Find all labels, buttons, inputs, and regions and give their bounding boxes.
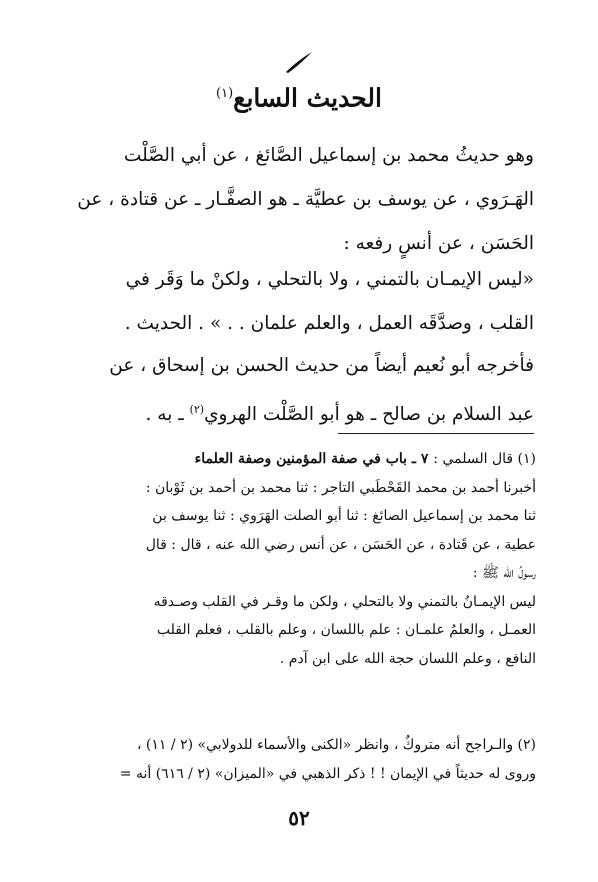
footnote-line: (٢) والـراجح أنه متروكٌ ، وانظر «الكنى والأسماء للدولابي» (٢ / ١١) ،: [136, 737, 536, 753]
ornament-icon: [282, 48, 316, 76]
footnote-2: [52, 731, 536, 788]
footnote-heading: [52, 445, 536, 474]
footnote-divider: [338, 433, 534, 434]
paragraph-line: [76, 388, 534, 437]
footnote-1: [52, 445, 536, 673]
footnote-line: رسولُ الله ﷺ :: [472, 565, 536, 581]
title-text: الحديث السابع: [233, 83, 382, 113]
footnote-line: العمـل ، والعلمُ علمـان : علم باللسان ، وعلم بالقلب ، فعلم القلب: [156, 622, 536, 638]
paragraph-line: الهَـرَوي ، عن يوسف بن عطيَّة ـ هو الصفَّـار ـ عن قتادة ، عن: [77, 189, 534, 210]
footnote-heading-prefix: (١) قال السلمي :: [433, 451, 536, 467]
footnote-line: أخبرنا أحمد بن محمد القَحْطَبي التاجر : ثنا محمد بن أحمد بن ثَوْبان :: [145, 479, 536, 496]
paragraph-line-text: عبد السلام بن صالح ـ هو أبو الصَّلْت الهروي: [204, 404, 534, 426]
footnote-line: ثنا محمد بن إسماعيل الصائغ : ثنا أبو الصلت الهَرَوي : ثنا يوسف بن: [152, 508, 536, 524]
paragraph-line-end: ـ به .: [145, 404, 190, 426]
footnote-line: ليس الإيمـانُ بالتمني ولا بالتحلي ، ولكن ما وقـر في القلب وصـدقه: [153, 593, 536, 610]
footnote-heading-bold: ٧ ـ باب في صفة المؤمنين وصفة العلماء: [194, 451, 434, 467]
page-number: ٥٢: [288, 806, 310, 830]
footnote-line: النافع ، وعلم اللسان حجة الله على ابن آدم .: [279, 650, 536, 667]
paragraph-line: فأخرجه أبو نُعيم أيضاً من حديث الحسن بن إسحاق ، عن: [109, 355, 534, 376]
paragraph-line: القلب ، وصدَّقَه العمل ، والعلم علمان . . » . الحديث .: [124, 313, 534, 334]
footnote-line: وروى له حديثاً في الإيمان ! ! ذكر الذهبي في «الميزان» (٢ / ٦١٦) أنه =: [119, 765, 536, 782]
paragraph-3: [76, 344, 534, 437]
paragraph-2: [76, 258, 534, 346]
footnote-ref-2: (٢): [189, 403, 205, 416]
footnote-line: عطية ، عن قَتادة ، عن الحَسَن ، عن أنس رضي الله عنه ، قال : قال: [145, 536, 536, 553]
paragraph-line: وهو حديثُ محمد بن إسماعيل الصَّائغ ، عن أبي الصَّلْت: [123, 145, 534, 166]
paragraph-line: الحَسَن ، عن أنسٍ رفعه :: [343, 233, 534, 254]
paragraph-line: «ليس الإيمـان بالتمني ، ولا بالتحلي ، ولكنْ ما وَقَر في: [125, 269, 534, 290]
hadith-title: [100, 76, 498, 116]
paragraph-1: [76, 134, 534, 266]
title-footnote-marker: (١): [216, 86, 234, 101]
